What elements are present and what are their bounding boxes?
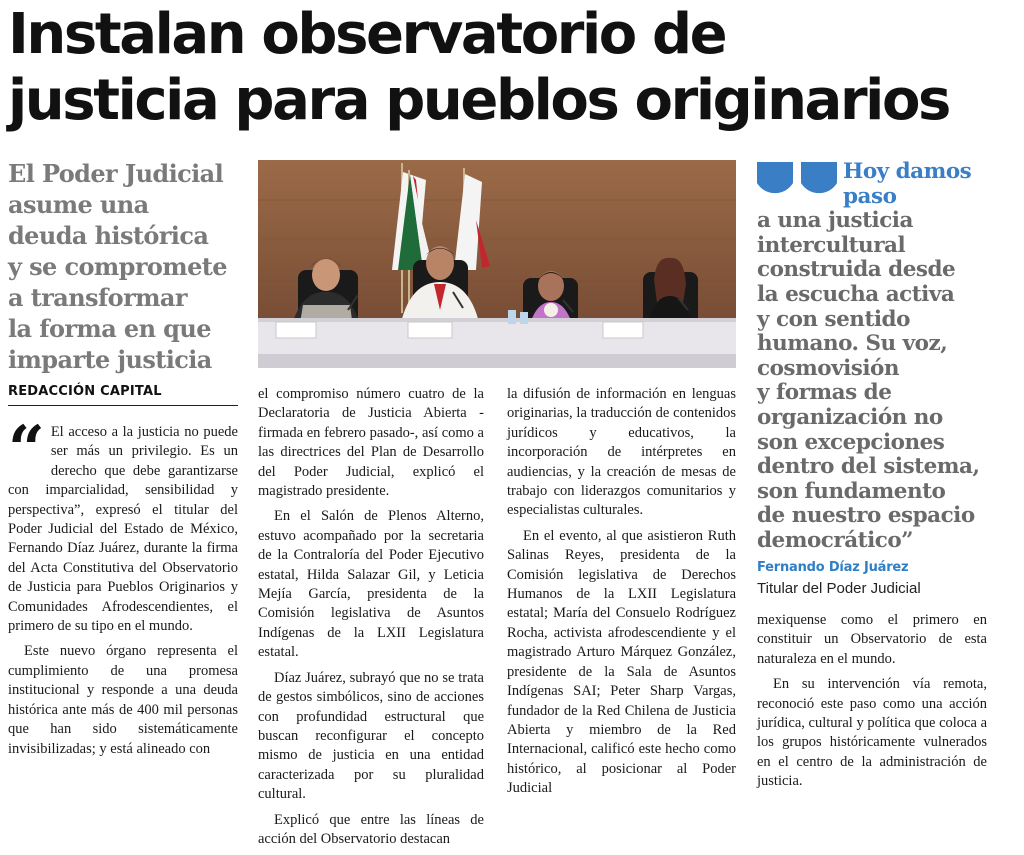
pull-quote-line: humano. Su voz, [757,331,948,357]
pull-quote-line: organización no [757,404,943,430]
blue-quote-icon [757,162,841,204]
article-paragraph: En el evento, al que asistieron Ruth Salinas Reyes, presidenta de la Comisión legislativa de Derechos Humanos de la LXII Legislatura estatal; María del Consuelo Rodríguez Rocha, activista afrodescendiente y el magistrado Arturo Márquez González, presidente de la Sala de Asuntos Indígenas SAI; Peter Sharp Vargas, fundador de la Red Chilena de Justicia Abierta y miembro de la Red Internacional, calificó este hecho como histórico, al posicionar al Poder Judicial [507,527,736,797]
quote-mark-icon: “ [8,412,45,487]
pull-quote-line: construida desde [757,257,956,283]
article-column-1 [8,412,238,765]
subhead-line: a transformar [8,283,187,312]
pull-quote-text [757,160,1019,554]
article-column-3 [507,385,736,805]
article-paragraph: la difusión de información en lenguas originarias, la traducción de contenidos jurídicos y educativos, la incorporación de intérpretes en audiencias, y la creación de mesas de trabajo con liderazgos comunitarios y especialistas culturales. [507,386,736,519]
pull-quote-line: cosmovisión [757,355,900,381]
pull-quote-author: Fernando Díaz Juárez [757,560,909,575]
subhead-line: asume una [8,190,149,219]
pull-quote-line: son fundamento [757,478,946,504]
pull-quote-line: Hoy damos [843,159,972,184]
headline-line-2: justicia para pueblos originarios [8,68,949,133]
article-paragraph: Explicó que entre las líneas de acción del Observatorio destacan [258,811,484,847]
pull-quote-role: Titular del Poder Judicial [757,580,921,597]
pull-quote-line: a una justicia [757,208,913,234]
subhead-line: la forma en que [8,314,211,343]
article-paragraph: En su intervención vía remota, reconoció este paso como una acción jurídica, cultural y política que coloca a los grupos históricamente vulnerados en el centro de la administración de justicia. [757,676,987,790]
article-paragraph: Este nuevo órgano representa el cumplimiento de una promesa institucional y responde a una deuda histórica ante más de 400 mil personas que han sido sistemáticamente invisibilizadas; y está alineado con [8,643,238,757]
subheadline [8,158,248,375]
article-paragraph [8,412,238,636]
pull-quote [757,160,1019,554]
article-paragraph: el compromiso número cuatro de la Declaratoria de Justicia Abierta -firmada en febrero pasado-, así como a las directrices del Plan de Desarrollo del Poder Judicial, explicó el magistrado presidente. [258,386,484,500]
pull-quote-line: dentro del sistema, [757,454,980,480]
pull-quote-line: la escucha activa [757,281,955,307]
headline [8,2,1018,134]
subhead-line: imparte justicia [8,345,212,374]
headline-line-1: Instalan observatorio de [8,2,726,67]
subhead-line: deuda histórica [8,221,209,250]
subhead-line: El Poder Judicial [8,159,224,188]
article-column-4 [757,611,987,798]
pull-quote-line: son excepciones [757,429,945,455]
article-paragraph: En el Salón de Plenos Alterno, estuvo acompañado por la secretaria de la Contraloría del Poder Ejecutivo estatal, Hilda Salazar Gil, y Leticia Mejía García, presidenta de la Comisión legislativa de Asuntos Indígenas de la LXII Legislatura estatal. [258,508,484,661]
paragraph-text: El acceso a la justicia no puede ser más un privilegio. Es un derecho que debe garantizarse con imparcialidad, sensibilidad y perspectiva”, expresó el titular del Poder Judicial del Estado de México, Fernando Díaz Juárez, durante la firma del Acta Constitutiva del Observatorio de Justicia para Pueblos Originarios y Comunidades Afrodescendientes, el primero de su tipo en el mundo. [8,424,238,635]
subhead-line: y se compromete [8,252,227,281]
article-paragraph: Díaz Juárez, subrayó que no se trata de gestos simbólicos, sino de acciones con profundidad estructural que buscan reconfigurar el concepto mismo de justicia en una entidad caracterizada por su pluralidad cultural. [258,669,484,803]
article-paragraph: mexiquense como el primero en constituir un Observatorio de esta naturaleza en el mundo. [757,612,987,667]
byline: REDACCIÓN CAPITAL [8,384,238,406]
article-column-2 [258,385,484,855]
pull-quote-line: paso [843,183,897,209]
news-photo [258,160,736,368]
photo-illustration [258,160,736,368]
pull-quote-line: de nuestro espacio [757,503,975,529]
pull-quote-line: democrático” [757,527,914,553]
pull-quote-line: y formas de [757,380,892,406]
pull-quote-line: intercultural [757,232,906,258]
pull-quote-line: y con sentido [757,306,910,332]
